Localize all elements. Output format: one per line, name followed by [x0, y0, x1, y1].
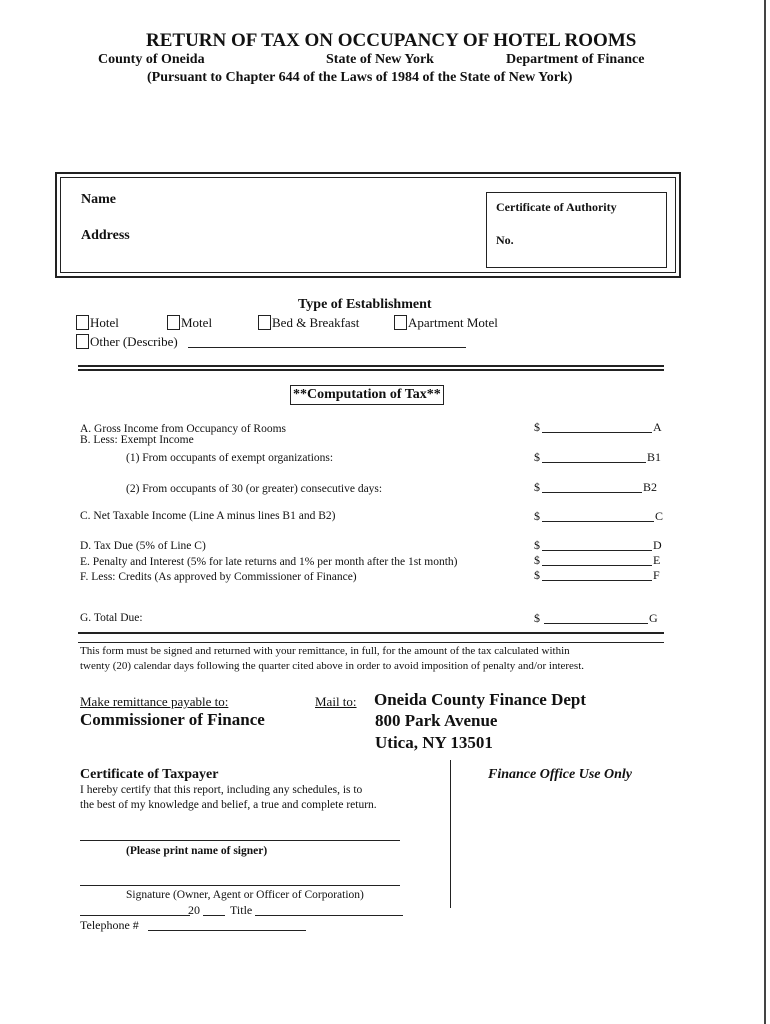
motel-checkbox[interactable] [167, 315, 180, 330]
notice-line-2: twenty (20) calendar days following the quarter cited above in order to avoid imposition of penalty and/or interest. [80, 660, 585, 672]
section-divider-top [78, 365, 664, 367]
amount-b2-field[interactable] [542, 492, 642, 493]
line-f-label: F. Less: Credits (As approved by Commissioner of Finance) [80, 571, 357, 583]
line-c-label: C. Net Taxable Income (Line A minus lines B1 and B2) [80, 510, 336, 522]
apartment-motel-checkbox[interactable] [394, 315, 407, 330]
county-label: County of Oneida [98, 52, 205, 67]
line-b1-label: (1) From occupants of exempt organizations: [126, 452, 334, 464]
amount-f-field[interactable] [542, 580, 652, 581]
code-e: E [653, 553, 661, 567]
dollar-g: $ [534, 611, 540, 625]
motel-label: Motel [181, 315, 213, 330]
telephone-label: Telephone # [80, 918, 139, 932]
amount-e-field[interactable] [542, 565, 652, 566]
year-field[interactable] [203, 915, 225, 916]
dollar-a: $ [534, 420, 540, 434]
certificate-number-label: No. [496, 233, 514, 247]
establishment-heading: Type of Establishment [298, 297, 432, 312]
vertical-divider [450, 760, 451, 908]
apartment-motel-label: Apartment Motel [408, 315, 498, 330]
amount-g-field[interactable] [544, 623, 648, 624]
dollar-f: $ [534, 568, 540, 582]
signature-label: Signature (Owner, Agent or Officer of Corporation) [126, 889, 364, 901]
line-a-label: A. Gross Income from Occupancy of Rooms [80, 423, 286, 435]
amount-d-field[interactable] [542, 550, 652, 551]
code-d: D [653, 538, 662, 552]
department-label: Department of Finance [506, 52, 645, 67]
hotel-label: Hotel [90, 315, 119, 330]
dollar-e: $ [534, 553, 540, 567]
form-title: RETURN OF TAX ON OCCUPANCY OF HOTEL ROOMS [146, 30, 637, 51]
pursuant-label: (Pursuant to Chapter 644 of the Laws of 1984 of the State of New York) [147, 70, 573, 85]
signature-field[interactable] [80, 885, 400, 886]
code-g: G [649, 611, 658, 625]
mail-address-line-2: 800 Park Avenue [375, 711, 498, 730]
certificate-text-1: I hereby certify that this report, including any schedules, is to [80, 784, 363, 796]
notice-divider-bottom [78, 642, 664, 643]
payable-label: Make remittance payable to: [80, 694, 229, 709]
print-name-field[interactable] [80, 840, 400, 841]
other-describe-field[interactable] [188, 347, 466, 348]
amount-c-field[interactable] [542, 521, 654, 522]
state-label: State of New York [326, 52, 434, 67]
date-field[interactable] [80, 915, 190, 916]
page-edge [764, 0, 766, 1024]
mail-to-label: Mail to: [315, 694, 357, 709]
dollar-d: $ [534, 538, 540, 552]
notice-line-1: This form must be signed and returned with your remittance, in full, for the amount of the tax calculated within [80, 645, 570, 657]
amount-b1-field[interactable] [542, 462, 646, 463]
dollar-b1: $ [534, 450, 540, 464]
dollar-c: $ [534, 509, 540, 523]
payee-name: Commissioner of Finance [80, 710, 265, 729]
mail-address-line-1: Oneida County Finance Dept [374, 690, 587, 709]
line-e-label: E. Penalty and Interest (5% for late returns and 1% per month after the 1st month) [80, 556, 458, 568]
year-prefix: 20 [188, 903, 200, 917]
section-divider-bottom [78, 369, 664, 371]
title-field[interactable] [255, 915, 403, 916]
print-name-label: (Please print name of signer) [126, 845, 268, 857]
mail-address-line-3: Utica, NY 13501 [375, 733, 493, 752]
telephone-field[interactable] [148, 930, 306, 931]
line-g-label: G. Total Due: [80, 612, 143, 624]
line-b-label: B. Less: Exempt Income [80, 434, 194, 446]
name-label: Name [81, 192, 116, 207]
certificate-authority-label: Certificate of Authority [496, 200, 617, 214]
office-use-label: Finance Office Use Only [488, 767, 632, 782]
code-c: C [655, 509, 664, 523]
bed-breakfast-label: Bed & Breakfast [272, 315, 360, 330]
code-b2: B2 [643, 480, 658, 494]
bed-breakfast-checkbox[interactable] [258, 315, 271, 330]
line-d-label: D. Tax Due (5% of Line C) [80, 540, 206, 552]
certificate-text-2: the best of my knowledge and belief, a true and complete return. [80, 799, 377, 811]
computation-heading: **Computation of Tax** [290, 385, 444, 405]
notice-divider-top [78, 632, 664, 634]
certificate-heading: Certificate of Taxpayer [80, 767, 219, 782]
other-checkbox[interactable] [76, 334, 89, 349]
line-b2-label: (2) From occupants of 30 (or greater) consecutive days: [126, 483, 383, 495]
hotel-checkbox[interactable] [76, 315, 89, 330]
code-a: A [653, 420, 662, 434]
dollar-b2: $ [534, 480, 540, 494]
code-b1: B1 [647, 450, 662, 464]
code-f: F [653, 568, 660, 582]
amount-a-field[interactable] [542, 432, 652, 433]
address-label: Address [81, 228, 130, 243]
title-label: Title [230, 903, 253, 917]
other-label: Other (Describe) [90, 334, 178, 349]
